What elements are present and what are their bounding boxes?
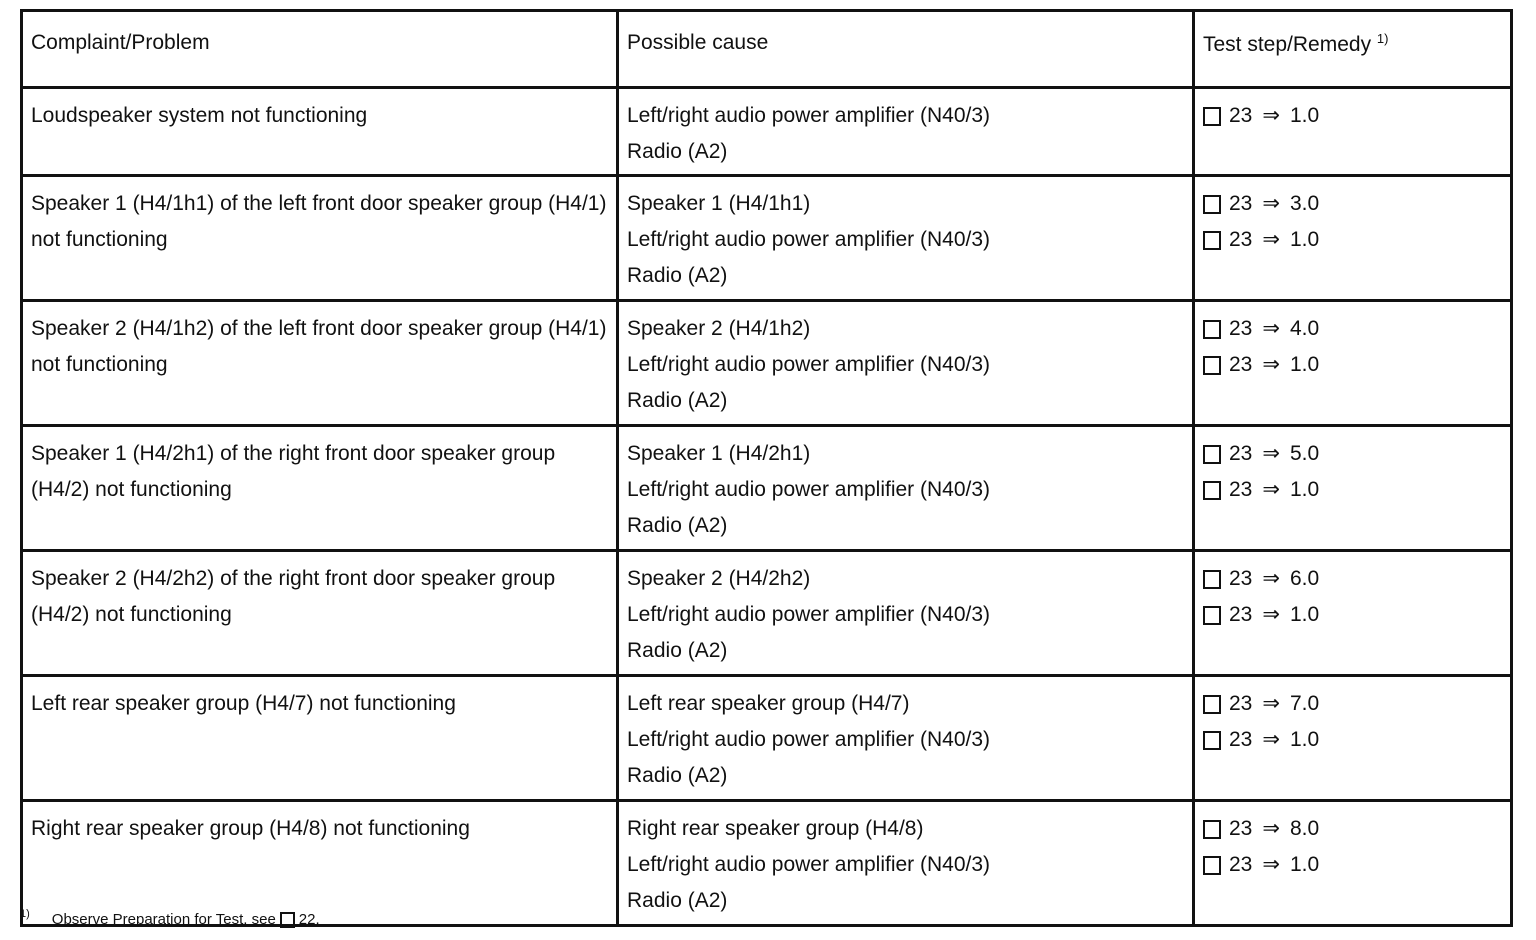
step-number: 1.0 (1289, 353, 1320, 376)
section-number: 23 (1229, 104, 1253, 127)
step-number: 1.0 (1289, 228, 1320, 251)
arrow-right-icon: ⇒ (1262, 104, 1280, 127)
section-box-icon (280, 912, 295, 928)
footnote-marker: 1) (20, 907, 30, 920)
table-body (22, 88, 1512, 926)
cause-item: Radio (A2) (627, 889, 728, 912)
step-number: 8.0 (1289, 817, 1320, 840)
test-step-ref (1203, 597, 1510, 633)
cause-item: Left/right audio power amplifier (N40/3) (627, 603, 991, 626)
cause-cell (618, 301, 1194, 426)
section-box-icon (1203, 107, 1221, 126)
remedy-cell (1194, 88, 1512, 176)
cause-cell (618, 88, 1194, 176)
test-step-ref (1203, 98, 1510, 134)
cause-item: Speaker 1 (H4/1h1) (627, 192, 811, 215)
step-number: 5.0 (1289, 442, 1320, 465)
section-number: 23 (1229, 692, 1253, 715)
cause-cell (618, 676, 1194, 801)
diagnosis-table (20, 9, 1513, 927)
section-number: 23 (1229, 353, 1253, 376)
table-row (22, 676, 1512, 801)
complaint-text: Speaker 1 (H4/2h1) of the right front door speaker group (H4/2) not functioning (31, 442, 556, 501)
cause-item: Left/right audio power amplifier (N40/3) (627, 478, 991, 501)
arrow-right-icon: ⇒ (1262, 817, 1280, 840)
step-number: 1.0 (1289, 853, 1320, 876)
remedy-cell (1194, 426, 1512, 551)
footnote (20, 907, 320, 928)
table-row (22, 88, 1512, 176)
arrow-right-icon: ⇒ (1262, 228, 1280, 251)
cause-item: Left/right audio power amplifier (N40/3) (627, 104, 991, 127)
arrow-right-icon: ⇒ (1262, 692, 1280, 715)
complaint-cell (22, 176, 618, 301)
section-box-icon (1203, 320, 1221, 339)
complaint-cell (22, 801, 618, 926)
arrow-right-icon: ⇒ (1262, 442, 1280, 465)
remedy-cell (1194, 676, 1512, 801)
arrow-right-icon: ⇒ (1262, 478, 1280, 501)
cause-cell (618, 551, 1194, 676)
complaint-text: Left rear speaker group (H4/7) not functioning (31, 692, 456, 715)
test-step-ref (1203, 311, 1510, 347)
cause-cell (618, 426, 1194, 551)
cause-item: Speaker 2 (H4/2h2) (627, 567, 811, 590)
arrow-right-icon: ⇒ (1262, 317, 1280, 340)
arrow-right-icon: ⇒ (1262, 567, 1280, 590)
cause-item: Speaker 2 (H4/1h2) (627, 317, 811, 340)
table-row (22, 551, 1512, 676)
header-remedy: Test step/Remedy $^{1)}$ (1194, 11, 1512, 88)
section-box-icon (1203, 570, 1221, 589)
cause-item: Left/right audio power amplifier (N40/3) (627, 353, 991, 376)
step-number: 1.0 (1289, 104, 1320, 127)
step-number: 1.0 (1289, 478, 1320, 501)
complaint-text: Speaker 2 (H4/2h2) of the right front door speaker group (H4/2) not functioning (31, 567, 556, 626)
section-box-icon (1203, 231, 1221, 250)
section-number: 23 (1229, 478, 1253, 501)
section-box-icon (1203, 481, 1221, 500)
test-step-ref (1203, 347, 1510, 383)
step-number: 7.0 (1289, 692, 1320, 715)
test-step-ref (1203, 436, 1510, 472)
test-step-ref (1203, 847, 1510, 883)
complaint-cell (22, 426, 618, 551)
section-number: 23 (1229, 853, 1253, 876)
section-number: 23 (1229, 442, 1253, 465)
arrow-right-icon: ⇒ (1262, 853, 1280, 876)
section-box-icon (1203, 195, 1221, 214)
section-number: 23 (1229, 192, 1253, 215)
cause-item: Radio (A2) (627, 764, 728, 787)
remedy-cell (1194, 551, 1512, 676)
cause-item: Radio (A2) (627, 264, 728, 287)
step-number: 4.0 (1289, 317, 1320, 340)
test-step-ref (1203, 472, 1510, 508)
table-row (22, 176, 1512, 301)
header-complaint: Complaint/Problem (22, 11, 618, 88)
section-number: 23 (1229, 317, 1253, 340)
test-step-ref (1203, 561, 1510, 597)
cause-item: Radio (A2) (627, 514, 728, 537)
remedy-cell (1194, 176, 1512, 301)
cause-cell (618, 801, 1194, 926)
complaint-text: Loudspeaker system not functioning (31, 104, 368, 127)
cause-cell (618, 176, 1194, 301)
section-number: 23 (1229, 817, 1253, 840)
step-number: 6.0 (1289, 567, 1320, 590)
cause-item: Left rear speaker group (H4/7) (627, 692, 910, 715)
footnote-text: Observe Preparation for Test, see (51, 911, 276, 928)
section-number: 23 (1229, 728, 1253, 751)
section-box-icon (1203, 856, 1221, 875)
table-row (22, 426, 1512, 551)
test-step-ref (1203, 186, 1510, 222)
complaint-cell (22, 88, 618, 176)
section-box-icon (1203, 695, 1221, 714)
step-number: 1.0 (1289, 728, 1320, 751)
test-step-ref (1203, 722, 1510, 758)
arrow-right-icon: ⇒ (1262, 603, 1280, 626)
complaint-text: Speaker 2 (H4/1h2) of the left front door speaker group (H4/1) not functioning (31, 317, 607, 376)
cause-item: Radio (A2) (627, 389, 728, 412)
cause-item: Right rear speaker group (H4/8) (627, 817, 924, 840)
table-row (22, 301, 1512, 426)
complaint-cell (22, 551, 618, 676)
arrow-right-icon: ⇒ (1262, 728, 1280, 751)
test-step-ref (1203, 811, 1510, 847)
step-number: 1.0 (1289, 603, 1320, 626)
section-box-icon (1203, 606, 1221, 625)
section-box-icon (1203, 820, 1221, 839)
arrow-right-icon: ⇒ (1262, 192, 1280, 215)
cause-item: Speaker 1 (H4/2h1) (627, 442, 811, 465)
cause-item: Left/right audio power amplifier (N40/3) (627, 228, 991, 251)
test-step-ref (1203, 222, 1510, 258)
footnote-ref: 22. (298, 911, 320, 928)
section-box-icon (1203, 445, 1221, 464)
footnote-marker: 1) (1376, 31, 1389, 46)
complaint-cell (22, 676, 618, 801)
complaint-text: Right rear speaker group (H4/8) not functioning (31, 817, 470, 840)
section-number: 23 (1229, 603, 1253, 626)
table-header-row (22, 11, 1512, 88)
arrow-right-icon: ⇒ (1262, 353, 1280, 376)
section-number: 23 (1229, 567, 1253, 590)
section-box-icon (1203, 731, 1221, 750)
section-box-icon (1203, 356, 1221, 375)
cause-item: Left/right audio power amplifier (N40/3) (627, 853, 991, 876)
cause-item: Left/right audio power amplifier (N40/3) (627, 728, 991, 751)
cause-item: Radio (A2) (627, 140, 728, 163)
cause-item: Radio (A2) (627, 639, 728, 662)
header-cause: Possible cause (618, 11, 1194, 88)
complaint-cell (22, 301, 618, 426)
table-row (22, 801, 1512, 926)
complaint-text: Speaker 1 (H4/1h1) of the left front door speaker group (H4/1) not functioning (31, 192, 607, 251)
section-number: 23 (1229, 228, 1253, 251)
remedy-cell (1194, 801, 1512, 926)
step-number: 3.0 (1289, 192, 1320, 215)
remedy-cell (1194, 301, 1512, 426)
test-step-ref (1203, 686, 1510, 722)
